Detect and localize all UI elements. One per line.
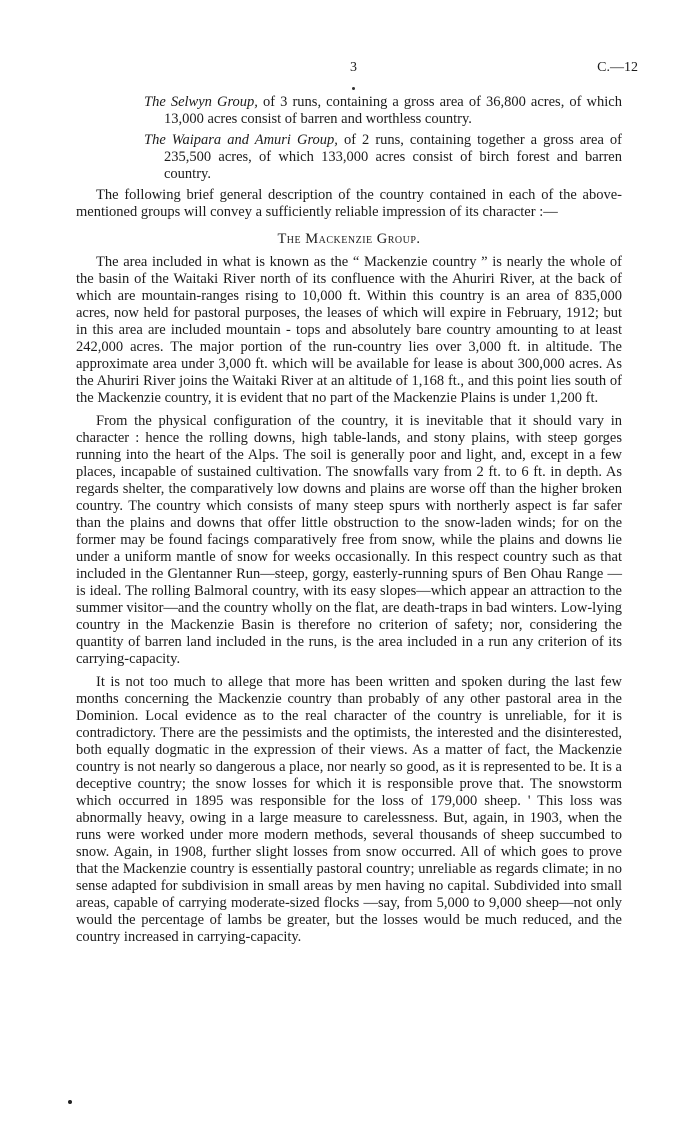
page-header xyxy=(0,60,700,80)
group-name: The Selwyn Group, xyxy=(144,94,258,110)
paragraph: The area included in what is known as the “ Mackenzie country ” is nearly the whole of the basin of the Waitaki River north of its confluence with the Ahuriri River, at the back of which are mountain-ranges rising to 10,000 ft. Within this country is an area of 835,000 acres, now held for pastoral purposes, the leases of which will expire in February, 1912; but in this area are included mountain - tops and absolutely bare country amounting to at least 242,000 acres. The major portion of the run-country lies over 3,000 ft. in altitude. The approximate area under 3,000 ft. which will be available for lease is about 300,000 acres. As the Ahuriri River joins the Waitaki River at an altitude of 1,168 ft., and this point lies south of the Mackenzie country, it is evident that no part of the Mackenzie Plains is under 1,200 ft. xyxy=(76,254,622,406)
paragraph: It is not too much to allege that more has been written and spoken during the last few months concerning the Mackenzie country than probably of any other pastoral area in the Dominion. Local evidence as to the real character of the country is unreliable, for it is contradictory. There are the pessimists and the optimists, the interested and the disinterested, both equally dogmatic in the expression of their views. As a matter of fact, the Mackenzie country is not nearly so dangerous a place, nor nearly so good, as it is represented to be. It is a deceptive country; the snow losses for which it is responsible prove that. The snowstorm which occurred in 1895 was responsible for the loss of 179,000 sheep. ' This loss was abnormally heavy, owing in a large measure to carelessness. But, again, in 1903, when the runs were worked under more modern methods, several thousands of sheep succumbed to snow. Again, in 1908, further slight losses from snow occurred. All of which goes to prove that the Mackenzie country is essentially pastoral country; unreliable as regards climate; in no sense adapted for subdivision in small areas by men having no capital. Subdivided into small areas, capable of carrying moderate-sized flocks —say, from 5,000 to 9,000 sheep—not only would the percentage of lambs be greater, but the losses would be much reduced, and the country increased in carrying-capacity. xyxy=(76,674,622,945)
section-heading: The Mackenzie Group. xyxy=(277,231,421,247)
document-reference: C.—12 xyxy=(597,60,638,75)
page-number: 3 xyxy=(350,60,357,75)
print-mark xyxy=(352,87,355,90)
intro-paragraph: The following brief general description of the country contained in each of the above-mentioned groups will convey a sufficiently reliable impression of its character :— xyxy=(76,187,622,220)
group-description: of 3 runs, containing a gross area of 36,800 acres, of which 13,000 acres consist of barren and worthless country. xyxy=(164,94,622,127)
group-name: The Waipara and Amuri Group, xyxy=(144,132,338,148)
paragraph: From the physical configuration of the country, it is inevitable that it should vary in character : hence the rolling downs, high table-lands, and stony plains, with steep gorges running into the heart of the Alps. The soil is generally poor and light, and, except in a few places, incapable of sustained cultivation. The snowfalls vary from 2 ft. to 6 ft. in depth. As regards shelter, the comparatively low downs and plains are worse off than the higher broken country. The country which consists of many steep spurs with northerly aspect is far safer than the plains and downs that offer little obstruction to the snow-laden winds; for on the former may be found facings comparatively free from snow, while the plains and downs lie under a uniform mantle of snow for weeks occasionally. In this respect country such as that included in the Glentanner Run—steep, gorgy, easterly-running spurs of Ben Ohau Range —is ideal. The rolling Balmoral country, with its easy slopes—which appear an attraction to the summer visitor—and the country wholly on the flat, are death-traps in bad winters. Low-lying country in the Mackenzie Basin is therefore no criterion of safety; nor, considering the quantity of barren land included in the runs, is the area included in a run any criterion of its carrying-capacity. xyxy=(76,413,622,667)
body-text xyxy=(76,94,622,952)
print-mark xyxy=(68,1100,72,1104)
group-item-selwyn xyxy=(76,94,622,128)
group-item-waipara-amuri xyxy=(76,132,622,183)
group-description: of 2 runs, containing together a gross area of 235,500 acres, of which 133,000 acres consist of birch forest and barren country. xyxy=(164,132,623,182)
